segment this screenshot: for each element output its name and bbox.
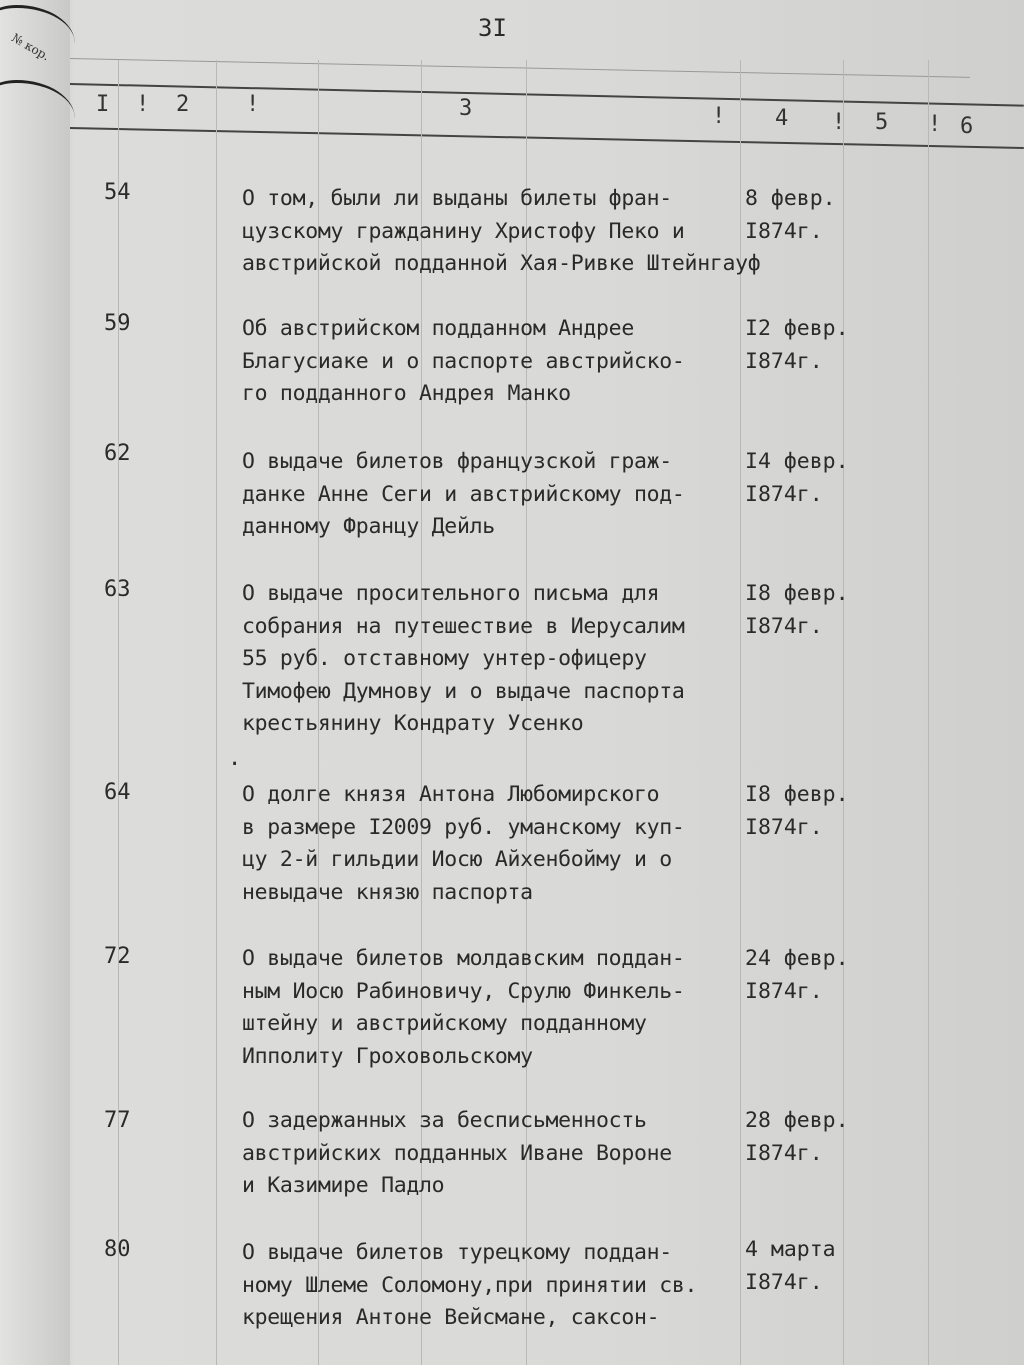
text-line: и Казимире Падло [242,1173,445,1198]
text-line: цу 2-й гильдии Иосю Айхенбойму и о [242,847,672,872]
text-line: О долге князя Антона Любомирского [242,782,660,807]
text-line: штейну и австрийскому подданному [242,1011,647,1036]
text-line: ному Шлеме Соломону,при принятии св. [242,1272,698,1298]
table-top-line [70,58,970,78]
text-line: австрийских подданных Иване Вороне [242,1140,672,1166]
date-line: I4 февр. [745,449,849,474]
entry-text [242,1105,742,1203]
margin-label: № кор. [9,30,53,64]
binding-edge [0,80,75,143]
date-line: I874г. [745,348,823,374]
text-line: данному Францу Дейль [242,514,495,539]
header-sep: ! [712,104,726,129]
date-line: I874г. [745,613,823,639]
text-line: крестьянину Кондрату Усенко [242,711,584,736]
header-col-2: 2 [176,92,190,117]
header-col-3: 3 [459,96,473,121]
text-line: крещения Антоне Вейсмане, саксон- [242,1305,660,1330]
entry-number: 59 [104,311,131,336]
text-line: ным Иосю Рабиновичу, Срулю Финкель- [242,978,685,1004]
entry-text [242,1237,742,1335]
date-line: I8 февр. [745,782,849,807]
date-line: 4 марта [745,1237,836,1262]
entry-date [745,779,849,844]
date-line: I874г. [745,481,823,507]
header-col-6: 6 [960,114,974,139]
entry-number: 77 [104,1108,131,1133]
date-line: I874г. [745,1269,823,1295]
text-line: собрания на путешествие в Иерусалим [242,613,685,639]
header-col-4: 4 [775,106,789,131]
date-line: I874г. [745,218,823,244]
entry-date [745,1105,849,1170]
header-sep: ! [832,110,846,135]
entry-text [242,313,742,411]
entry-number: 54 [104,180,131,205]
entry-text [242,779,742,909]
text-line: О выдаче билетов французской граж- [242,449,672,474]
ink-dot: · [228,752,242,777]
page-number: 3I [478,14,507,42]
text-line: го подданного Андрея Манко [242,381,571,406]
entry-number: 62 [104,441,131,466]
date-line: 24 февр. [745,946,849,971]
text-line: Благусиаке и о паспорте австрийско- [242,348,685,374]
entry-date [745,313,849,378]
entry-text [242,183,761,281]
date-line: I8 февр. [745,581,849,606]
header-col-1: I [96,92,110,117]
date-line: I2 февр. [745,316,849,341]
date-line: I874г. [745,814,823,840]
header-top-rule [70,83,1024,107]
text-line: О том, были ли выданы билеты фран- [242,186,672,211]
entry-date [745,943,849,1008]
date-line: 8 февр. [745,186,836,211]
text-line: данке Анне Сеги и австрийскому под- [242,481,685,507]
text-line: 55 руб. отставному унтер-офицеру [242,646,647,671]
text-line: Ипполиту Гроховольскому [242,1043,533,1069]
date-line: I874г. [745,1140,823,1166]
entry-number: 80 [104,1237,131,1262]
entry-date [745,446,849,511]
text-line: О выдаче билетов молдавским поддан- [242,946,685,971]
text-line: О задержанных за бесписьменность [242,1108,647,1133]
entry-date [745,183,836,248]
entry-date [745,578,849,643]
page-binding [0,0,70,1365]
text-line: Об австрийском подданном Андрее [242,316,634,341]
header-col-5: 5 [875,110,889,135]
entry-date [745,1234,836,1299]
text-line: цузскому гражданину Христофу Пеко и [242,218,685,244]
column-divider [216,60,217,1365]
entry-number: 72 [104,944,131,969]
date-line: 28 февр. [745,1108,849,1133]
entry-number: 64 [104,780,131,805]
text-line: в размере I2009 руб. уманскому куп- [242,814,685,840]
text-line: австрийской подданной Хая-Ривке Штейнгауф [242,251,761,276]
column-divider [118,60,119,1365]
entry-number: 63 [104,577,131,602]
entry-text [242,578,742,741]
header-sep: ! [136,92,150,117]
header-sep: ! [928,112,942,137]
text-line: О выдаче просительного письма для [242,581,660,606]
entry-text [242,446,742,544]
entry-text [242,943,742,1073]
header-sep: ! [246,92,260,117]
text-line: Тимофею Думнову и о выдаче паспорта [242,678,685,704]
column-divider [928,60,929,1365]
text-line: невыдаче князю паспорта [242,879,533,905]
date-line: I874г. [745,978,823,1004]
text-line: О выдаче билетов турецкому поддан- [242,1240,672,1265]
